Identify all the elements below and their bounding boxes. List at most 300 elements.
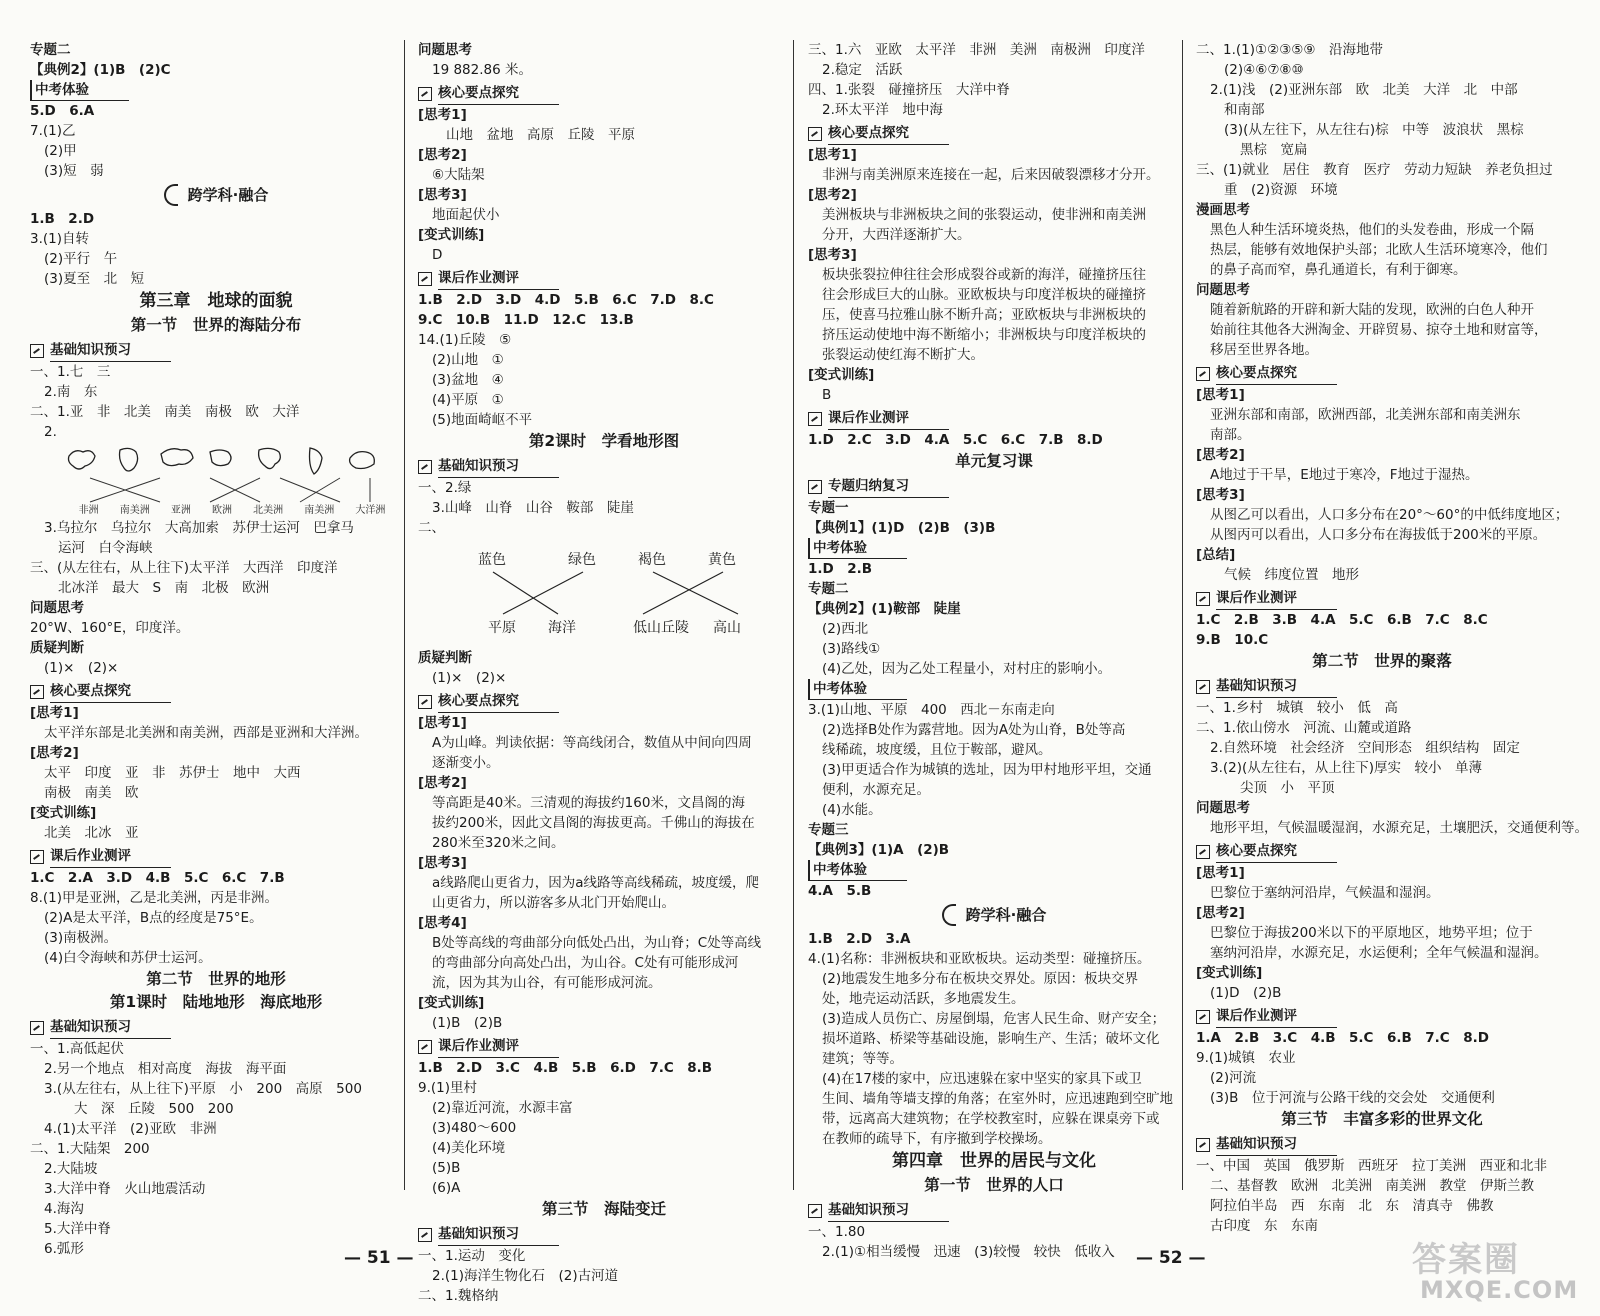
exam-practice-label: [30, 80, 402, 101]
answer-line: 3.(1)自转: [30, 231, 90, 247]
answer-line: 流，因为其为山谷，有可能形成河流。: [432, 975, 662, 991]
checkbox-icon: [30, 344, 44, 358]
column-4: [1196, 40, 1588, 1234]
section-header-text: 基础知识预习: [438, 1223, 559, 1246]
answer-line: (4)在17楼的家中，应迅速躲在家中坚实的家具下或卫: [822, 1071, 1142, 1087]
section-header: [1196, 675, 1568, 698]
answer-line: 2.环太平洋 地中海: [822, 102, 943, 118]
answer-line: 9.(1)城镇 农业: [1196, 1050, 1296, 1066]
answer-line: 太平洋东部是北美洲和南美洲，西部是亚洲和大洋洲。: [44, 725, 368, 741]
checkbox-icon: [1196, 367, 1210, 381]
section-header: [418, 455, 790, 478]
section-title: 第三节 海陆变迁: [541, 1200, 666, 1218]
checkbox-icon: [30, 685, 44, 699]
answer-line: 地面起伏小: [432, 207, 500, 223]
answer-line: 3.乌拉尔 乌拉尔 大高加索 苏伊士运河 巴拿马: [44, 520, 354, 536]
section-header-text: 核心要点探究: [1216, 362, 1337, 385]
answer-line: 二、1.大陆架 200: [30, 1141, 150, 1157]
subheading: 问题思考: [418, 42, 472, 58]
answer-line: 黑色人种生活环境炎热，他们的头发卷曲，形成一个隔: [1210, 222, 1534, 238]
answer-line: 3.山峰 山脊 山谷 鞍部 陡崖: [432, 500, 634, 516]
section-header: [1196, 840, 1568, 863]
answer-line: 建筑；等等。: [822, 1051, 903, 1067]
continent-outline-icon: [252, 446, 290, 476]
answer-line: (6)A: [432, 1180, 461, 1196]
continent-map-labels: [30, 504, 402, 518]
answer-line: 始前往其他各大洲淘金、开辟贸易、掠夺土地和财富等，: [1210, 322, 1548, 338]
answer-line: 3.大洋中脊 火山地震活动: [44, 1181, 206, 1197]
column-3: [808, 40, 1180, 1260]
section-header-text: 核心要点探究: [50, 680, 171, 703]
cross-subject-heading: [30, 181, 402, 209]
answer-line: D: [432, 247, 443, 263]
answer-line: [思考2]: [1196, 905, 1245, 921]
watermark-text: 答案圈: [1412, 1240, 1520, 1280]
answer-line: 二、1.魏格纳: [418, 1288, 499, 1304]
answer-line: [思考1]: [808, 147, 857, 163]
section-title: 第一节 世界的人口: [924, 1176, 1064, 1194]
answer-line: 1.D 2.C 3.D 4.A 5.C 6.C 7.B 8.D: [808, 432, 1103, 448]
section-header: [418, 82, 790, 105]
answer-line: (3)甲更适合作为城镇的选址，因为甲村地形平坦，交通: [822, 762, 1152, 778]
exam-practice-label: [808, 679, 1180, 700]
answer-line: (2)平行 午: [44, 251, 118, 267]
section-header: [808, 122, 1180, 145]
answer-line: 专题三: [808, 822, 849, 838]
section-header-text: 课后作业测评: [50, 845, 171, 868]
terrain-type-label: 海洋: [548, 620, 576, 636]
answer-line: (3)造成人员伤亡、房屋倒塌，危害人民生命、财产安全；: [822, 1011, 1166, 1027]
checkbox-icon: [808, 1204, 822, 1218]
legend-color-label: 蓝色: [478, 552, 506, 568]
section-header-text: 基础知识预习: [438, 455, 559, 478]
continent-map-label: 大洋洲: [355, 505, 386, 516]
answer-line: (3)短 弱: [44, 163, 104, 179]
answer-line: [思考3]: [808, 247, 857, 263]
answer-line: 2.(1)海洋生物化石 (2)古河道: [432, 1268, 619, 1284]
answer-line: 3.(1)山地、平原 400 西北－东南走向: [808, 702, 1055, 718]
checkbox-icon: [808, 480, 822, 494]
answer-line: 南部。: [1210, 427, 1251, 443]
answer-line: 北冰洋 最大 S 南 北极 欧洲: [58, 580, 270, 596]
answer-line: 一、1.七 三: [30, 364, 111, 380]
answer-line: [思考2]: [808, 187, 857, 203]
answer-line: [思考1]: [418, 715, 467, 731]
answer-line: (2)河流: [1210, 1070, 1257, 1086]
answer-line: 一、2.绿: [418, 480, 472, 496]
answer-line: [思考4]: [418, 915, 467, 931]
answer-line: 4.(1)太平洋 (2)亚欧 非洲: [44, 1121, 217, 1137]
answer-line: (2)甲: [44, 143, 77, 159]
subheading: 问题思考: [1196, 800, 1250, 816]
continent-maps-figure: [30, 442, 402, 518]
section-header-text: 核心要点探究: [438, 82, 559, 105]
answer-line: (4)白令海峡和苏伊士运河。: [44, 950, 212, 966]
answer-line: [变式训练]: [808, 367, 875, 383]
answer-line: (2)A是太平洋，B点的经度是75°E。: [44, 910, 263, 926]
page-number-right: — 52 —: [1136, 1248, 1206, 1268]
checkbox-icon: [1196, 592, 1210, 606]
answer-line: [思考2]: [418, 775, 467, 791]
section-header: [1196, 1133, 1568, 1156]
answer-line: ⑥大陆架: [432, 167, 485, 183]
answer-line: 美洲板块与非洲板块之间的张裂运动，使非洲和南美洲: [822, 207, 1146, 223]
answer-line: (5)地面崎岖不平: [432, 412, 533, 428]
answer-line: [变式训练]: [418, 995, 485, 1011]
continent-map-label: 非洲: [78, 505, 99, 516]
section-header-text: 基础知识预习: [828, 1199, 949, 1222]
answer-line: 便利，水源充足。: [822, 782, 930, 798]
cross-subject-title: 跨学科·融合: [187, 186, 269, 204]
checkbox-icon: [30, 850, 44, 864]
section-title: 第2课时 学看地形图: [528, 432, 680, 450]
answer-line: 三、(1)就业 居住 教育 医疗 劳动力短缺 养老负担过: [1196, 162, 1553, 178]
answer-line: 【典例1】(1)D (2)B (3)B: [808, 520, 996, 536]
answer-line: (2)靠近河流，水源丰富: [432, 1100, 573, 1116]
section-title: 第三节 丰富多彩的世界文化: [1281, 1110, 1483, 1128]
subheading: 问题思考: [30, 600, 84, 616]
matching-lines: [50, 476, 390, 504]
continent-outline-icon: [111, 446, 149, 476]
section-title: 第二节 世界的聚落: [1312, 652, 1452, 670]
answer-line: 2.(1)浅 (2)亚洲东部 欧 北美 大洋 北 中部: [1210, 82, 1518, 98]
answer-line: 2.南 东: [44, 384, 98, 400]
answer-line: 黑棕 宽扁: [1240, 142, 1308, 158]
answer-line: 在教师的疏导下，有序撤到学校操场。: [822, 1131, 1052, 1147]
answer-line: 2.大陆坡: [44, 1161, 98, 1177]
answer-line: 太平 印度 亚 非 苏伊士 地中 大西: [44, 765, 301, 781]
checkbox-icon: [418, 272, 432, 286]
terrain-type-label: 低山丘陵: [633, 620, 689, 636]
column-divider: [1182, 40, 1183, 1190]
answer-line: [思考3]: [418, 855, 467, 871]
answer-line: 【典例2】(1)鞍部 陡崖: [808, 601, 961, 617]
chapter-title: 第三章 地球的面貌: [139, 291, 293, 311]
answer-line: (4)美化环境: [432, 1140, 506, 1156]
continent-map-label: 欧洲: [211, 505, 232, 516]
answer-line: 1.D 2.B: [808, 561, 873, 577]
watermark-url: MXQE.COM: [1420, 1276, 1579, 1304]
section-header: [418, 1035, 790, 1058]
answer-line: 损坏道路、桥梁等基础设施，影响生产、生活；破坏文化: [822, 1031, 1160, 1047]
answer-line: B处等高线的弯曲部分向低处凸出，为山脊；C处等高线: [432, 935, 762, 951]
checkbox-icon: [418, 1040, 432, 1054]
continent-outline-icon: [299, 446, 337, 476]
answer-line: (1)B (2)B: [432, 1015, 503, 1031]
answer-line: 7.(1)乙: [30, 123, 76, 139]
exam-practice-label: [808, 860, 1180, 881]
section-header-text: 核心要点探究: [828, 122, 949, 145]
answer-line: 4.A 5.B: [808, 883, 872, 899]
answer-line: 三、(从左往右，从上往下)太平洋 大西洋 印度洋: [30, 560, 338, 576]
continent-outline-icon: [345, 446, 383, 476]
chapter-title: 第四章 世界的居民与文化: [892, 1151, 1096, 1171]
answer-line: 巴黎位于塞纳河沿岸，气候温和湿润。: [1210, 885, 1440, 901]
section-header: [30, 1016, 402, 1039]
answer-line: [思考3]: [418, 187, 467, 203]
section-header-text: 基础知识预习: [1216, 1133, 1337, 1156]
answer-line: (2)地震发生地多分布在板块交界处。原因：板块交界: [822, 971, 1139, 987]
answer-line: 南极 南美 欧: [44, 785, 139, 801]
answer-line: 一、中国 英国 俄罗斯 西班牙 拉丁美洲 西亚和北非: [1196, 1158, 1547, 1174]
answer-line: 生间、墙角等墙支撑的角落；在室外时，应迅速跑到空旷地: [822, 1091, 1173, 1107]
checkbox-icon: [808, 412, 822, 426]
checkbox-icon: [1196, 680, 1210, 694]
answer-line: 运河 白令海峡: [58, 540, 153, 556]
answer-line: 热层，能够有效地保护头部；北欧人生活环境寒冷，他们: [1210, 242, 1548, 258]
answer-line: B: [822, 387, 832, 403]
answer-line: 【典例2】(1)B (2)C: [30, 62, 171, 78]
answer-line: 5.大洋中脊: [44, 1221, 111, 1237]
checkbox-icon: [30, 1021, 44, 1035]
answer-line: (1)D (2)B: [1210, 985, 1282, 1001]
continent-outline-icon: [158, 446, 196, 476]
legend-color-label: 黄色: [708, 552, 736, 568]
answer-line: 2.(1)①相当缓慢 迅速 (3)较慢 较快 低收入: [822, 1244, 1115, 1260]
section-header: [808, 407, 1180, 430]
section-header-text: 核心要点探究: [438, 690, 559, 713]
answer-line: 和南部: [1224, 102, 1265, 118]
section-title: 第1课时 陆地地形 海底地形: [109, 993, 323, 1011]
answer-line: 19 882.86 米。: [432, 62, 532, 78]
answer-line: 二、1.(1)①②③⑤⑨ 沿海地带: [1196, 42, 1384, 58]
answer-line: 等高距是40米。三清观的海拔约160米，文昌阁的海: [432, 795, 745, 811]
answer-line: 往会形成巨大的山脉。亚欧板块与印度洋板块的碰撞挤: [822, 287, 1146, 303]
answer-line: A地过于干旱，E地过于寒冷，F地过于湿热。: [1210, 467, 1479, 483]
answer-line: 【典例3】(1)A (2)B: [808, 842, 950, 858]
continent-map-label: 亚洲: [170, 505, 191, 516]
answer-line: 9.C 10.B 11.D 12.C 13.B: [418, 312, 634, 328]
section-header-text: 基础知识预习: [50, 339, 171, 362]
answer-line: 巴黎位于海拔200米以下的平原地区，地势平坦；位于: [1210, 925, 1533, 941]
legend-color-label: 绿色: [568, 552, 596, 568]
answer-line: 一、1.乡村 城镇 较小 低 高: [1196, 700, 1398, 716]
answer-line: 1.B 2.D 3.A: [808, 931, 911, 947]
checkbox-icon: [808, 127, 822, 141]
answer-line: 三、1.六 亚欧 太平洋 非洲 美洲 南极洲 印度洋: [808, 42, 1145, 58]
answer-line: 6.弧形: [44, 1241, 84, 1257]
continent-outline-icon: [205, 446, 243, 476]
cross-subject-title: 跨学科·融合: [965, 906, 1047, 924]
answer-line: 1.B 2.D: [30, 211, 95, 227]
answer-line: 1.B 2.D 3.D 4.D 5.B 6.C 7.D 8.C: [418, 292, 714, 308]
answer-line: 挤压运动使地中海不断缩小；非洲板块与印度洋板块的: [822, 327, 1146, 343]
answer-line: [思考1]: [1196, 387, 1245, 403]
exam-practice-text: 中考体验: [808, 679, 907, 700]
answer-line: 山更省力，所以游客多从北门开始爬山。: [432, 895, 675, 911]
exam-practice-text: 中考体验: [30, 80, 129, 101]
section-header: [30, 845, 402, 868]
checkbox-icon: [418, 695, 432, 709]
answer-line: 张裂运动使红海不断扩大。: [822, 347, 984, 363]
answer-line: 二、1.亚 非 北美 南美 南极 欧 大洋: [30, 404, 300, 420]
answer-line: 9.(1)里村: [418, 1080, 478, 1096]
column-2: [418, 40, 790, 1304]
answer-line: (2)④⑥⑦⑧⑩: [1224, 62, 1304, 78]
answer-line: 处，地壳运动活跃，多地震发生。: [822, 991, 1025, 1007]
answer-line: 2.另一个地点 相对高度 海拔 海平面: [44, 1061, 287, 1077]
answer-line: 古印度 东 东南: [1210, 1218, 1318, 1234]
answer-line: [变式训练]: [418, 227, 485, 243]
crescent-icon: [942, 904, 956, 926]
terrain-type-label: 高山: [713, 620, 741, 636]
section-header: [1196, 362, 1568, 385]
answer-line: 非洲与南美洲原来连接在一起，后来因破裂漂移才分开。: [822, 167, 1160, 183]
answer-line: 一、1.高低起伏: [30, 1041, 124, 1057]
section-header: [1196, 1005, 1568, 1028]
answer-line: 逐渐变小。: [432, 755, 500, 771]
subheading: 漫画思考: [1196, 202, 1250, 218]
answer-line: (3)夏至 北 短: [44, 271, 145, 287]
answer-line: (3)480～600: [432, 1120, 517, 1136]
answer-line: (3)盆地 ④: [432, 372, 504, 388]
checkbox-icon: [1196, 845, 1210, 859]
section-header: [418, 1223, 790, 1246]
answer-line: [思考2]: [30, 745, 79, 761]
section-title: 第一节 世界的海陆分布: [130, 316, 302, 334]
continent-outline-icon: [64, 446, 102, 476]
answer-line: 一、1.运动 变化: [418, 1248, 526, 1264]
answer-line: 分开，大西洋逐渐扩大。: [822, 227, 971, 243]
answer-line: 随着新航路的开辟和新大陆的发现，欧洲的白色人种开: [1210, 302, 1534, 318]
column-divider: [404, 40, 405, 1190]
answer-line: (4)乙处，因为乙处工程量小，对村庄的影响小。: [822, 661, 1112, 677]
answer-line: (5)B: [432, 1160, 461, 1176]
color-terrain-matching-diagram: [418, 542, 790, 642]
answer-line: [变式训练]: [30, 805, 97, 821]
matching-lines: [418, 542, 790, 642]
answer-line: 2.自然环境 社会经济 空间形态 组织结构 固定: [1210, 740, 1520, 756]
continent-map-label: 南美洲: [304, 505, 335, 516]
section-header: [30, 680, 402, 703]
answer-line: 山地 盆地 高原 丘陵 平原: [446, 127, 635, 143]
answer-line: 的鼻子高而窄，鼻孔通道长，有利于御寒。: [1210, 262, 1467, 278]
section-header: [30, 339, 402, 362]
answer-line: 1.C 2.B 3.B 4.A 5.C 6.B 7.C 8.C: [1196, 612, 1488, 628]
answer-line: [思考3]: [1196, 487, 1245, 503]
answer-line: 地形平坦，气候温暖湿润，水源充足，土壤肥沃，交通便利等。: [1210, 820, 1588, 836]
answer-line: 3.(从左往右，从上往下)平原 小 200 高原 500: [44, 1081, 362, 1097]
answer-line: 1.B 2.D 3.C 4.B 5.B 6.D 7.C 8.B: [418, 1060, 713, 1076]
answer-line: 大 深 丘陵 500 200: [74, 1101, 234, 1117]
answer-line: (3)(从左往下，从左往右)棕 中等 波浪状 黑棕: [1224, 122, 1524, 138]
answer-line: 1.A 2.B 3.C 4.B 5.C 6.B 7.C 8.D: [1196, 1030, 1489, 1046]
answer-line: 专题一: [808, 500, 849, 516]
section-header: [808, 1199, 1180, 1222]
answer-line: (4)水能。: [822, 802, 882, 818]
section-header-text: 课后作业测评: [438, 267, 559, 290]
answer-line: 拔约200米，因此文昌阁的海拔更高。千佛山的海拔在: [432, 815, 755, 831]
section-header: [808, 475, 1180, 498]
continent-map-row: [30, 442, 402, 476]
answer-line: [变式训练]: [1196, 965, 1263, 981]
terrain-type-label: 平原: [488, 620, 516, 636]
section-header-text: 基础知识预习: [50, 1016, 171, 1039]
answer-line: 5.D 6.A: [30, 103, 95, 119]
section-header-text: 课后作业测评: [1216, 587, 1337, 610]
column-1: [30, 40, 402, 1257]
answer-line: [思考2]: [418, 147, 467, 163]
continent-map-label: 南美洲: [119, 505, 150, 516]
answer-line: 板块张裂拉伸往往会形成裂谷或新的海洋，碰撞挤压往: [822, 267, 1146, 283]
answer-line: 气候 纬度位置 地形: [1224, 567, 1359, 583]
column-divider: [793, 40, 794, 1190]
answer-line: (2)选择B处作为露营地。因为A处为山脊，B处等高: [822, 722, 1126, 738]
answer-line: 阿拉伯半岛 西 东南 北 东 清真寺 佛教: [1210, 1198, 1494, 1214]
subheading: 质疑判断: [30, 640, 84, 656]
answer-line: [思考2]: [1196, 447, 1245, 463]
answer-line: 3.(2)(从左往右，从上往下)厚实 较小 单薄: [1210, 760, 1483, 776]
section-header-text: 课后作业测评: [1216, 1005, 1337, 1028]
answer-line: [思考1]: [418, 107, 467, 123]
answer-line: 4.海沟: [44, 1201, 84, 1217]
exam-practice-text: 中考体验: [808, 860, 907, 881]
answer-line: 线稀疏，坡度缓，且位于鞍部，避风。: [822, 742, 1052, 758]
answer-line: 2.稳定 活跃: [822, 62, 903, 78]
answer-line: 1.C 2.A 3.D 4.B 5.C 6.C 7.B: [30, 870, 285, 886]
answer-line: (4)平原 ①: [432, 392, 504, 408]
answer-line: 二、: [418, 520, 445, 536]
answer-line: 二、1.依山傍水 河流、山麓或道路: [1196, 720, 1412, 736]
cross-subject-heading: [808, 901, 1180, 929]
answer-line: 二、基督教 欧洲 北美洲 南美洲 教堂 伊斯兰教: [1210, 1178, 1534, 1194]
crescent-icon: [164, 184, 178, 206]
exam-practice-text: 中考体验: [808, 538, 907, 559]
answer-line: 压，使喜马拉雅山脉不断升高；亚欧板块与非洲板块的: [822, 307, 1146, 323]
answer-line: a线路爬山更省力，因为a线路等高线稀疏，坡度缓，爬: [432, 875, 760, 891]
section-title: 第二节 世界的地形: [146, 970, 286, 988]
answer-line: 14.(1)丘陵 ⑤: [418, 332, 512, 348]
answer-line: (3)B 位于河流与公路干线的交会处 交通便利: [1210, 1090, 1495, 1106]
answer-line: 9.B 10.C: [1196, 632, 1269, 648]
answer-line: 专题二: [30, 42, 71, 58]
watermark-logo: [1412, 1232, 1580, 1306]
section-header: [418, 267, 790, 290]
section-title: 单元复习课: [955, 452, 1033, 470]
section-header-text: 课后作业测评: [828, 407, 949, 430]
answer-line: (2)山地 ①: [432, 352, 504, 368]
legend-color-label: 褐色: [638, 552, 666, 568]
answer-line: (3)路线①: [822, 641, 881, 657]
answer-line: (3)南极洲。: [44, 930, 118, 946]
answer-line: 尖顶 小 平顶: [1240, 780, 1335, 796]
answer-line: 带，远离高大建筑物；在学校教室时，应躲在课桌旁下或: [822, 1111, 1160, 1127]
answer-line: 专题二: [808, 581, 849, 597]
answer-line: 北美 北冰 亚: [44, 825, 139, 841]
checkbox-icon: [418, 1228, 432, 1242]
section-header: [1196, 587, 1568, 610]
checkbox-icon: [418, 87, 432, 101]
answer-line: 重 (2)资源 环境: [1224, 182, 1338, 198]
answer-line: 8.(1)甲是亚洲，乙是北美洲，丙是非洲。: [30, 890, 279, 906]
answer-line: 2.: [44, 424, 57, 440]
section-header-text: 基础知识预习: [1216, 675, 1337, 698]
answer-line: [思考1]: [1196, 865, 1245, 881]
section-header-text: 专题归纳复习: [828, 475, 949, 498]
answer-line: 从图乙可以看出，人口多分布在20°～60°的中低纬度地区；: [1210, 507, 1569, 523]
answer-line: A为山峰。判读依据：等高线闭合，数值从中间向四周: [432, 735, 752, 751]
checkbox-icon: [418, 460, 432, 474]
answer-line: [思考1]: [30, 705, 79, 721]
answer-line: 移居至世界各地。: [1210, 342, 1318, 358]
answer-line: (1)× (2)×: [44, 660, 119, 676]
section-header-text: 课后作业测评: [438, 1035, 559, 1058]
answer-line: (2)西北: [822, 621, 869, 637]
answer-line: 亚洲东部和南部，欧洲西部，北美洲东部和南美洲东: [1210, 407, 1521, 423]
section-header: [418, 690, 790, 713]
answer-line: 280米至320米之间。: [432, 835, 565, 851]
answer-line: 4.(1)名称：非洲板块和亚欧板块。运动类型：碰撞挤压。: [808, 951, 1151, 967]
